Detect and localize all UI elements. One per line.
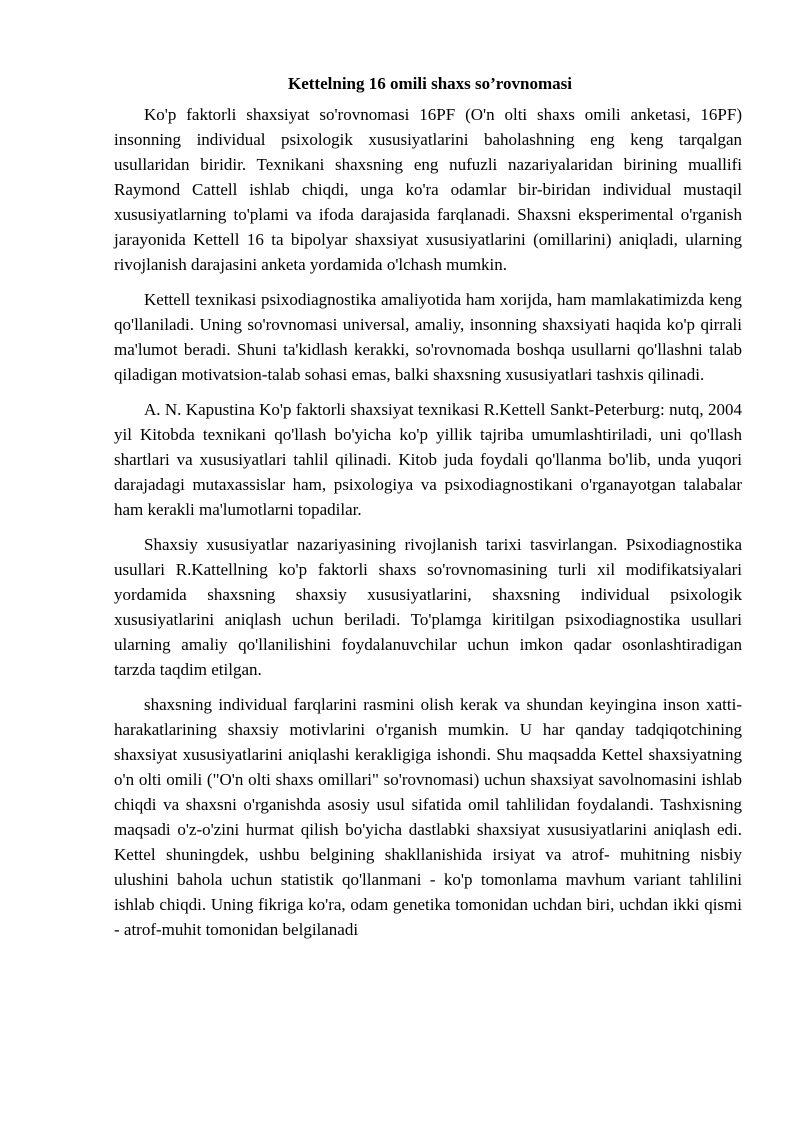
paragraph-4: Shaxsiy xususiyatlar nazariyasining rivojlanish tarixi tasvirlangan. Psixodiagnostika usullari R.Kattellning ko'p faktorli shaxs so'rovnomasining turli xil modifikatsiyalari yordamida shaxsning shaxsiy xususiyatlarini, shaxsning individual psixologik xususiyatlarini aniqlash uchun beriladi. To'plamga kiritilgan psixodiagnostika usullari ularning amaliy qo'llanilishini foydalanuvchilar uchun imkon qadar osonlashtiradigan tarzda taqdim etilgan. [114,535,742,679]
paragraph-1: Ko'p faktorli shaxsiyat so'rovnomasi 16PF (O'n olti shaxs omili anketasi, 16PF) insonning individual psixologik xususiyatlarini baholashning eng keng tarqalgan usullaridan biridir. Texnikani shaxsning eng nufuzli nazariyalaridan birining muallifi Raymond Cattell ishlab chiqdi, unga ko'ra odamlar bir-biridan individual mustaqil xususiyatlarning to'plami va ifoda darajasida farqlanadi. Shaxsni eksperimental o'rganish jarayonida Kettell 16 ta bipolyar shaxsiyat xususiyatlarini (omillarini) aniqladi, ularning rivojlanish darajasini anketa yordamida o'lchash mumkin. [114,105,742,274]
document-page [114,71,742,952]
document-title: Kettelning 16 omili shaxs so’rovnomasi [288,74,572,93]
paragraph-3: A. N. Kapustina Ko'p faktorli shaxsiyat texnikasi R.Kettell Sankt-Peterburg: nutq, 2004 yil Kitobda texnikani qo'llash bo'yicha ko'p yillik tajriba umumlashtiriladi, uni qo'llash shartlari va xususiyatlari tahlil qilinadi. Kitob juda foydali qo'llanma bo'lib, unda yuqori darajadagi mutaxassislar ham, psixologiya va psixodiagnostikani o'rganayotgan talabalar ham kerakli ma'lumotlarni topadilar. [114,400,742,519]
paragraph-2: Kettell texnikasi psixodiagnostika amaliyotida ham xorijda, ham mamlakatimizda keng qo'llaniladi. Uning so'rovnomasi universal, amaliy, insonning shaxsiyati haqida ko'p qirrali ma'lumot beradi. Shuni ta'kidlash kerakki, so'rovnomada boshqa usullarni qo'llashni talab qiladigan motivatsion-talab sohasi emas, balki shaxsning xususiyatlari tashxis qilinadi. [114,290,742,384]
paragraph-5: shaxsning individual farqlarini rasmini olish kerak va shundan keyingina inson xatti- harakatlarining shaxsiy motivlarini o'rganish mumkin. U har qanday tadqiqotchining shaxsiyat xususiyatlarini aniqlashi kerakligiga ishondi. Shu maqsadda Kettel shaxsiyatning o'n olti omili ("O'n olti shaxs omillari" so'rovnomasi) uchun shaxsiyat savolnomasini ishlab chiqdi va shaxsni o'rganishda asosiy usul sifatida omil tahlilidan foydalandi. Tashxisning maqsadi o'z-o'zini hurmat qilish bo'yicha dastlabki shaxsiyat xususiyatlarini aniqlash edi. Kettel shuningdek, ushbu belgining shakllanishida irsiyat va atrof- muhitning nisbiy ulushini bahola uchun statistik qo'llanmani - ko'p tomonlama mavhum variant tahlilini ishlab chiqdi. Uning fikriga ko'ra, odam genetika tomonidan uchdan biri, uchdan ikki qismi - atrof-muhit tomonidan belgilanadi [114,695,742,939]
